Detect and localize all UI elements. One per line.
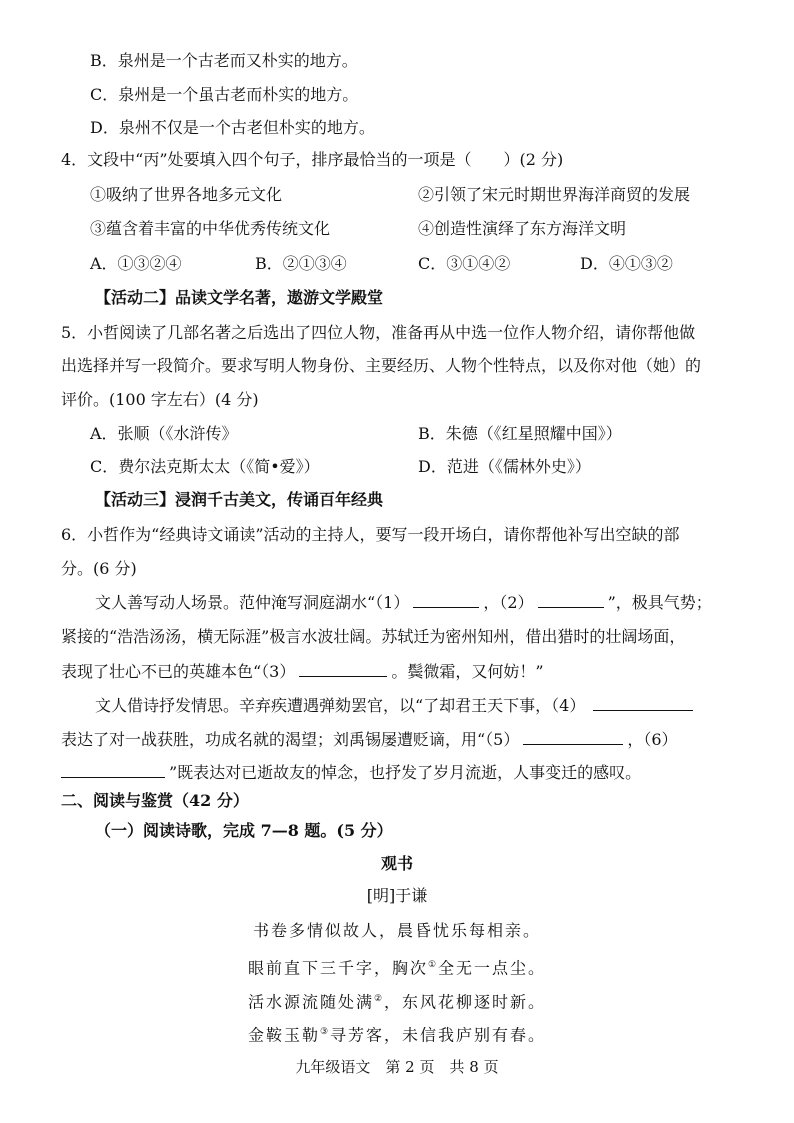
q4-stem: 4．文段中“丙”处要填入四个句子，排序最恰当的一项是（ ）(2 分): [61, 150, 564, 169]
blank-4[interactable]: [593, 696, 693, 711]
text: 全无一点尘。: [438, 958, 547, 978]
poem-author: [明]于谦: [366, 886, 428, 905]
q4-option-d: D．④①③②: [580, 254, 673, 273]
q5-line-1: 5．小哲阅读了几部名著之后选出了四位人物，准备再从中选一位作人物介绍，请你帮他做: [61, 323, 696, 342]
text: 。鬓微霜，又何妨！”: [391, 662, 544, 681]
text: 金鞍玉勒: [247, 1025, 320, 1045]
q6-para-1-line-3: [61, 662, 544, 682]
blank-1[interactable]: [413, 593, 479, 608]
q6-line-2: 分。(6 分): [61, 559, 137, 578]
q5-line-2: 出选择并写一段简介。要求写明人物身份、主要经历、人物个性特点，以及你对他（她）的: [61, 356, 702, 375]
text: ，东风花柳逐时新。: [384, 992, 547, 1012]
blank-5[interactable]: [523, 730, 623, 745]
q6-para-2-line-1: [95, 696, 693, 716]
text: 文人借诗抒发情思。辛弃疾遭遇弹劾罢官，以“了却君王天下事，（4）: [95, 696, 586, 715]
text: ，（6）: [627, 730, 678, 749]
text: ”既表达对已逝故友的悼念，也抒发了岁月流逝，人事变迁的感叹。: [169, 763, 642, 782]
text: 表现了壮心不已的英雄本色“（3）: [61, 662, 296, 681]
text: 活水源流随处满: [247, 992, 374, 1012]
blank-2[interactable]: [538, 593, 604, 608]
q5-line-3: 评价。(100 字左右）(4 分): [61, 390, 259, 409]
q3-option-b: B．泉州是一个古老而又朴实的地方。: [90, 51, 358, 70]
q6-para-2-line-2: [61, 730, 678, 750]
footnote-marker: ①: [427, 960, 439, 970]
q4-option-c: C．③①④②: [418, 254, 511, 273]
q5-option-d: D．范进（《儒林外史》）: [418, 457, 591, 476]
q6-para-1-line-1: [95, 593, 712, 613]
poem-line-2: [0, 955, 794, 978]
q6-para-2-line-3: [61, 763, 641, 783]
page-footer: 九年级语文 第 2 页 共 8 页: [295, 1058, 499, 1076]
poem-title: 观书: [380, 854, 413, 873]
q3-option-d: D．泉州不仅是一个古老但朴实的地方。: [90, 118, 375, 137]
poem-line-1: 书卷多情似故人，晨昏忧乐每相亲。: [252, 921, 541, 940]
text: 文人善写动人场景。范仲淹写洞庭湖水“（1）: [95, 593, 410, 612]
blank-6[interactable]: [61, 763, 165, 778]
q5-option-b: B．朱德（《红星照耀中国》）: [418, 424, 622, 443]
q4-sentence-4: ④创造性演绎了东方海洋文明: [418, 219, 627, 238]
q4-sentence-1: ①吸纳了世界各地多元文化: [90, 185, 283, 204]
subsection-1-heading: （一）阅读诗歌，完成 7—8 题。(5 分）: [95, 821, 393, 840]
q6-line-1: 6．小哲作为“经典诗文诵读”活动的主持人，要写一段开场白，请你帮他补写出空缺的部: [61, 525, 680, 544]
q4-option-a: A．①③②④: [90, 254, 182, 273]
poem-line-3: [0, 989, 794, 1012]
text: 寻芳客，未信我庐别有春。: [330, 1025, 547, 1045]
text: 表达了对一战获胜，功成名就的渴望；刘禹锡屡遭贬谪，用“（5）: [61, 730, 520, 749]
activity-2-heading: 【活动二】品读文学名著，遨游文学殿堂: [95, 288, 384, 307]
activity-3-heading: 【活动三】浸润千古美文，传诵百年经典: [95, 490, 384, 509]
q4-option-b: B．②①③④: [255, 254, 347, 273]
footnote-marker: ③: [319, 1027, 331, 1037]
text: 眼前直下三千字，胸次: [247, 958, 428, 978]
q4-sentence-2: ②引领了宋元时期世界海洋商贸的发展: [418, 185, 691, 204]
footnote-marker: ②: [373, 994, 385, 1004]
q5-option-a: A．张顺（《水浒传》: [90, 424, 238, 443]
q5-option-c: C．费尔法克斯太太（《简•爱》）: [90, 457, 320, 476]
q6-para-1-line-2: 紧接的“浩浩汤汤，横无际涯”极言水波壮阔。苏轼迁为密州知州，借出猎时的壮阔场面，: [61, 627, 686, 646]
text: ，（2）: [483, 593, 534, 612]
section-2-heading: 二、阅读与鉴赏（42 分）: [61, 791, 249, 810]
poem-line-4: [0, 1022, 794, 1045]
q4-sentence-3: ③蕴含着丰富的中华优秀传统文化: [90, 219, 331, 238]
text: ”，极具气势；: [607, 593, 712, 612]
q3-option-c: C．泉州是一个虽古老而朴实的地方。: [90, 85, 359, 104]
blank-3[interactable]: [299, 662, 387, 677]
